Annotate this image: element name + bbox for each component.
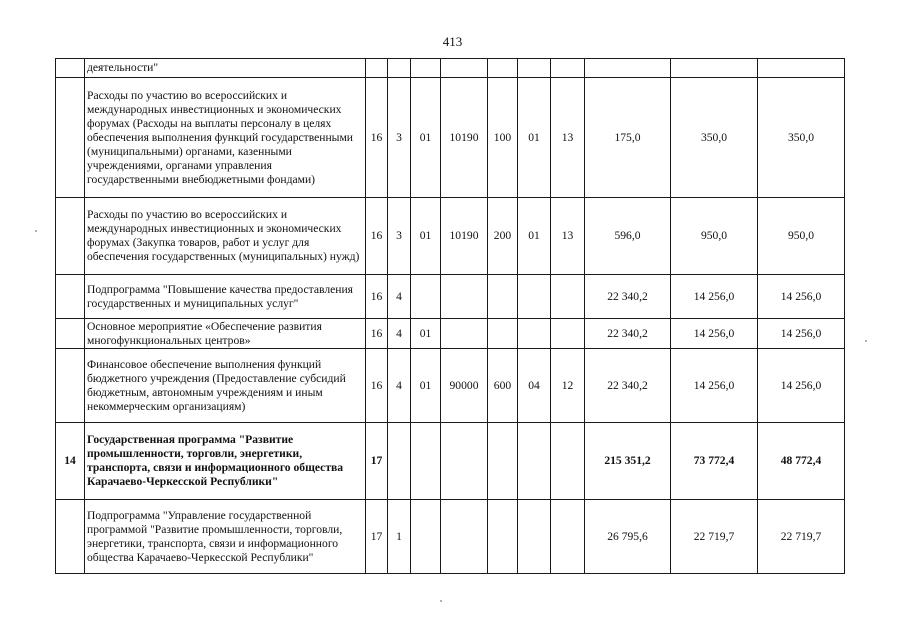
amount-cell: 350,0 bbox=[671, 78, 758, 198]
code-cell: 01 bbox=[411, 198, 441, 275]
row-index bbox=[56, 500, 85, 574]
amount-cell bbox=[758, 59, 845, 78]
code-cell bbox=[411, 423, 441, 500]
amount-cell: 22 719,7 bbox=[758, 500, 845, 574]
code-cell: 600 bbox=[488, 349, 518, 423]
amount-cell: 26 795,6 bbox=[585, 500, 671, 574]
code-cell bbox=[441, 59, 488, 78]
code-cell: 01 bbox=[518, 78, 551, 198]
row-name: Подпрограмма "Управление государственной программой "Развитие промышленности, торговли, энергетики, транспорта, связи и информационного общества Карачаево-Черкесской Республики" bbox=[85, 500, 366, 574]
table-row bbox=[56, 59, 845, 78]
code-cell bbox=[518, 423, 551, 500]
code-cell bbox=[366, 59, 388, 78]
code-cell bbox=[488, 275, 518, 319]
code-cell bbox=[411, 500, 441, 574]
code-cell: 1 bbox=[388, 500, 411, 574]
code-cell bbox=[441, 319, 488, 349]
amount-cell: 596,0 bbox=[585, 198, 671, 275]
code-cell: 3 bbox=[388, 78, 411, 198]
amount-cell: 14 256,0 bbox=[758, 319, 845, 349]
row-index bbox=[56, 275, 85, 319]
row-name: Финансовое обеспечение выполнения функций бюджетного учреждения (Предоставление субсидий бюджетным, автономным учреждениям и иным некоммерческим организациям) bbox=[85, 349, 366, 423]
table-row bbox=[56, 78, 845, 198]
code-cell bbox=[518, 275, 551, 319]
code-cell: 200 bbox=[488, 198, 518, 275]
code-cell bbox=[441, 500, 488, 574]
row-index bbox=[56, 198, 85, 275]
amount-cell: 48 772,4 bbox=[758, 423, 845, 500]
row-name: деятельности" bbox=[85, 59, 366, 78]
code-cell bbox=[488, 500, 518, 574]
code-cell: 01 bbox=[411, 319, 441, 349]
scan-speck bbox=[440, 600, 442, 602]
amount-cell: 175,0 bbox=[585, 78, 671, 198]
table-row bbox=[56, 198, 845, 275]
code-cell bbox=[388, 59, 411, 78]
amount-cell: 22 340,2 bbox=[585, 319, 671, 349]
amount-cell: 350,0 bbox=[758, 78, 845, 198]
amount-cell bbox=[585, 59, 671, 78]
code-cell: 12 bbox=[551, 349, 585, 423]
budget-table bbox=[55, 58, 845, 574]
code-cell bbox=[411, 275, 441, 319]
code-cell: 01 bbox=[518, 198, 551, 275]
code-cell: 4 bbox=[388, 349, 411, 423]
code-cell bbox=[518, 59, 551, 78]
table-row bbox=[56, 423, 845, 500]
code-cell: 16 bbox=[366, 78, 388, 198]
amount-cell: 14 256,0 bbox=[671, 319, 758, 349]
page-number: 413 bbox=[442, 34, 463, 49]
amount-cell: 14 256,0 bbox=[671, 349, 758, 423]
code-cell: 04 bbox=[518, 349, 551, 423]
amount-cell: 73 772,4 bbox=[671, 423, 758, 500]
amount-cell: 14 256,0 bbox=[671, 275, 758, 319]
amount-cell: 14 256,0 bbox=[758, 275, 845, 319]
code-cell bbox=[488, 319, 518, 349]
row-name: Расходы по участию во всероссийских и международных инвестиционных и экономических форумах (Расходы на выплаты персоналу в целях обеспечения выполнения функций государственными (муниципальными) органами, казенными учреждениями, органами управления государственными внебюджетными фондами) bbox=[85, 78, 366, 198]
code-cell bbox=[551, 59, 585, 78]
row-name: Подпрограмма "Повышение качества предоставления государственных и муниципальных услуг" bbox=[85, 275, 366, 319]
code-cell: 100 bbox=[488, 78, 518, 198]
row-index bbox=[56, 349, 85, 423]
row-index bbox=[56, 78, 85, 198]
amount-cell: 215 351,2 bbox=[585, 423, 671, 500]
table-row bbox=[56, 275, 845, 319]
code-cell: 4 bbox=[388, 275, 411, 319]
amount-cell bbox=[671, 59, 758, 78]
amount-cell: 14 256,0 bbox=[758, 349, 845, 423]
code-cell bbox=[411, 59, 441, 78]
code-cell bbox=[551, 423, 585, 500]
code-cell: 10190 bbox=[441, 78, 488, 198]
code-cell bbox=[441, 275, 488, 319]
code-cell: 16 bbox=[366, 349, 388, 423]
code-cell: 16 bbox=[366, 319, 388, 349]
table-row bbox=[56, 319, 845, 349]
code-cell: 01 bbox=[411, 78, 441, 198]
amount-cell: 950,0 bbox=[758, 198, 845, 275]
code-cell bbox=[388, 423, 411, 500]
code-cell: 16 bbox=[366, 198, 388, 275]
amount-cell: 22 340,2 bbox=[585, 275, 671, 319]
amount-cell: 22 340,2 bbox=[585, 349, 671, 423]
code-cell bbox=[518, 500, 551, 574]
row-index: 14 bbox=[56, 423, 85, 500]
scan-speck bbox=[865, 340, 867, 342]
code-cell bbox=[441, 423, 488, 500]
table-row bbox=[56, 349, 845, 423]
code-cell bbox=[551, 275, 585, 319]
code-cell: 90000 bbox=[441, 349, 488, 423]
code-cell: 16 bbox=[366, 275, 388, 319]
amount-cell: 950,0 bbox=[671, 198, 758, 275]
row-index bbox=[56, 319, 85, 349]
code-cell bbox=[551, 319, 585, 349]
row-index bbox=[56, 59, 85, 78]
scan-speck bbox=[35, 230, 37, 232]
code-cell: 13 bbox=[551, 78, 585, 198]
code-cell: 13 bbox=[551, 198, 585, 275]
row-name: Основное мероприятие «Обеспечение развития многофункциональных центров» bbox=[85, 319, 366, 349]
code-cell bbox=[518, 319, 551, 349]
amount-cell: 22 719,7 bbox=[671, 500, 758, 574]
code-cell: 3 bbox=[388, 198, 411, 275]
code-cell bbox=[488, 423, 518, 500]
code-cell: 10190 bbox=[441, 198, 488, 275]
code-cell: 01 bbox=[411, 349, 441, 423]
table-row bbox=[56, 500, 845, 574]
row-name: Расходы по участию во всероссийских и международных инвестиционных и экономических форумах (Закупка товаров, работ и услуг для обеспечения государственных (муниципальных) нужд) bbox=[85, 198, 366, 275]
row-name: Государственная программа "Развитие промышленности, торговли, энергетики, транспорта, связи и информационного общества Карачаево-Черкесской Республики" bbox=[85, 423, 366, 500]
code-cell bbox=[488, 59, 518, 78]
code-cell: 17 bbox=[366, 423, 388, 500]
code-cell: 4 bbox=[388, 319, 411, 349]
code-cell bbox=[551, 500, 585, 574]
code-cell: 17 bbox=[366, 500, 388, 574]
